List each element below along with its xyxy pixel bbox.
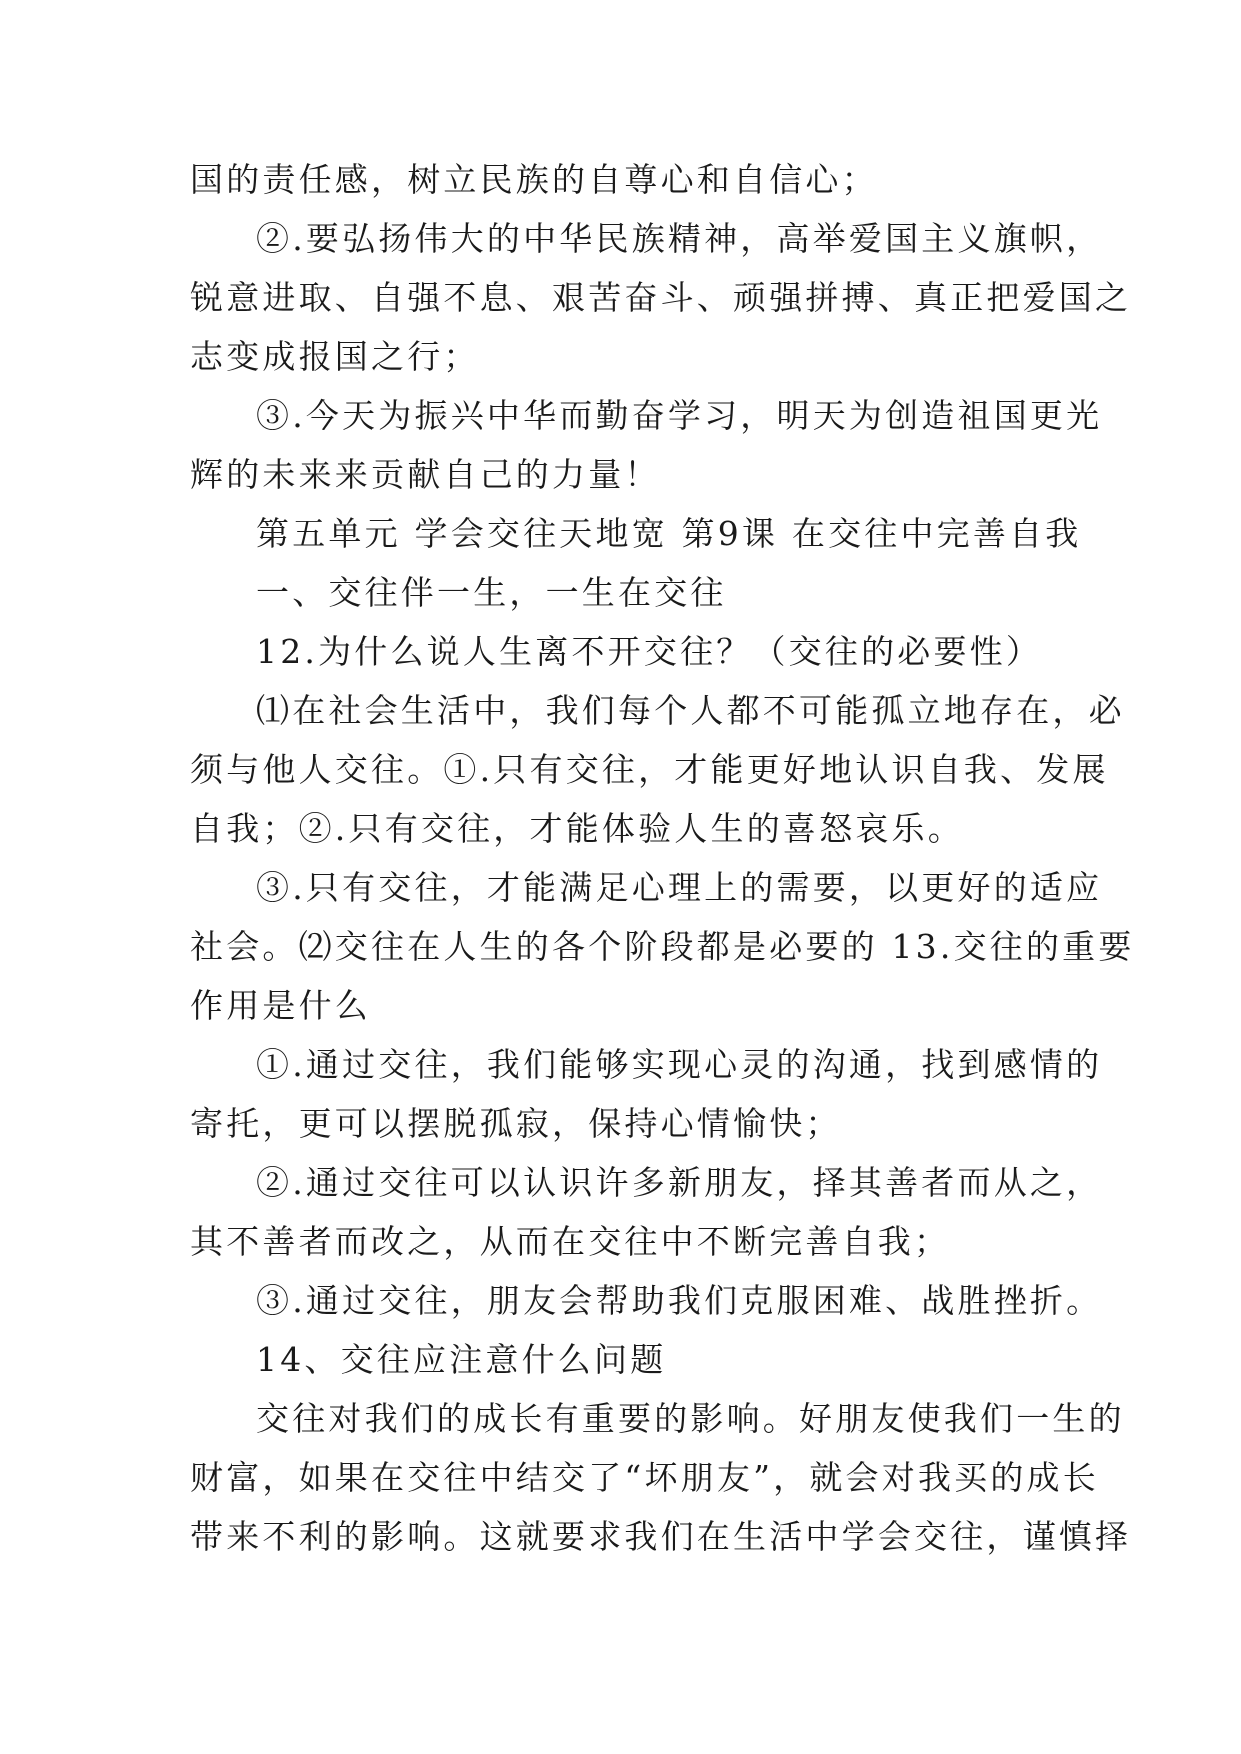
text-line: 自我；②.只有交往，才能体验人生的喜怒哀乐。 [190, 809, 964, 848]
text-line: ⑴在社会生活中，我们每个人都不可能孤立地存在，必 [256, 691, 1125, 730]
text-line: 社会。⑵交往在人生的各个阶段都是必要的 13.交往的重要 [190, 927, 1135, 966]
text-line: ③.通过交往，朋友会帮助我们克服困难、战胜挫折。 [256, 1281, 1103, 1320]
text-line: 锐意进取、自强不息、艰苦奋斗、顽强拼搏、真正把爱国之 [190, 278, 1132, 317]
text-line: 作用是什么 [190, 986, 371, 1025]
text-line: 带来不利的影响。这就要求我们在生活中学会交往，谨慎择 [190, 1517, 1132, 1556]
section-heading: 第五单元 学会交往天地宽 第9课 在交往中完善自我 [256, 514, 1082, 553]
text-line: 志变成报国之行； [190, 337, 480, 376]
document-page [190, 150, 1135, 1566]
text-line: 寄托，更可以摆脱孤寂，保持心情愉快； [190, 1104, 842, 1143]
text-line: 其不善者而改之，从而在交往中不断完善自我； [190, 1222, 951, 1261]
subsection-heading: 一、交往伴一生，一生在交往 [256, 573, 727, 612]
text-line: 国的责任感，树立民族的自尊心和自信心； [190, 160, 878, 199]
text-line: ③.今天为振兴中华而勤奋学习，明天为创造祖国更光 [256, 396, 1103, 435]
text-line: 须与他人交往。①.只有交往，才能更好地认识自我、发展 [190, 750, 1109, 789]
question-heading: 14、交往应注意什么问题 [256, 1340, 667, 1379]
text-line: ③.只有交往，才能满足心理上的需要，以更好的适应 [256, 868, 1103, 907]
text-line: ①.通过交往，我们能够实现心灵的沟通，找到感情的 [256, 1045, 1103, 1084]
question-heading: 12.为什么说人生离不开交往？（交往的必要性） [256, 632, 1043, 671]
text-line: ②.要弘扬伟大的中华民族精神，高举爱国主义旗帜， [256, 219, 1103, 258]
text-line: 交往对我们的成长有重要的影响。好朋友使我们一生的 [256, 1399, 1125, 1438]
text-line: 辉的未来来贡献自己的力量！ [190, 455, 661, 494]
text-line: ②.通过交往可以认识许多新朋友，择其善者而从之， [256, 1163, 1103, 1202]
text-line: 财富，如果在交往中结交了“坏朋友”，就会对我买的成长 [190, 1458, 1099, 1497]
